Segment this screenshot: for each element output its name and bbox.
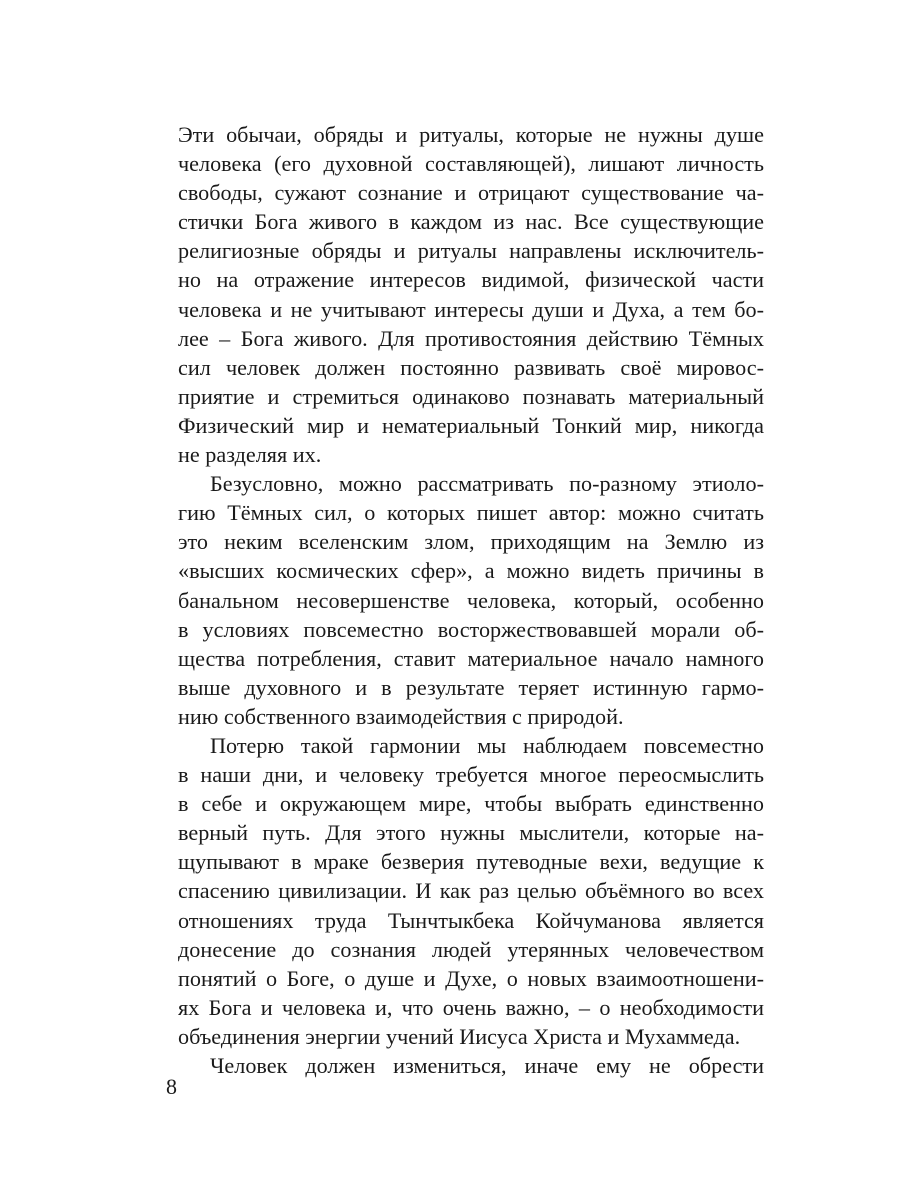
text-line: свободы, сужают сознание и отрицают существование ча- bbox=[178, 180, 764, 206]
text-line: лее – Бога живого. Для противостояния действию Тёмных bbox=[178, 325, 764, 351]
text-line: понятий о Боге, о душе и Духе, о новых взаимоотношени- bbox=[178, 965, 764, 991]
text-line: приятие и стремиться одинаково познавать материальный bbox=[178, 383, 764, 409]
text-line: человека (его духовной составляющей), лишают личность bbox=[178, 151, 764, 177]
text-line: в себе и окружающем мире, чтобы выбрать единственно bbox=[178, 791, 764, 817]
text-line: Эти обычаи, обряды и ритуалы, которые не нужны душе bbox=[178, 122, 764, 147]
page-number: 8 bbox=[166, 1074, 177, 1099]
text-line: Безусловно, можно рассматривать по-разному этиоло- bbox=[210, 471, 764, 497]
text-line: выше духовного и в результате теряет истинную гармо- bbox=[178, 674, 764, 700]
text-line: но на отражение интересов видимой, физической части bbox=[178, 267, 764, 293]
text-line: религиозные обряды и ритуалы направлены исключитель- bbox=[178, 238, 764, 264]
text-line: отношениях труда Тынчтыкбека Койчуманова является bbox=[178, 907, 764, 933]
text-line: донесение до сознания людей утерянных человечеством bbox=[178, 936, 764, 962]
text-line: Человек должен измениться, иначе ему не обрести bbox=[210, 1053, 764, 1078]
text-line: верный путь. Для этого нужны мыслители, которые на- bbox=[178, 820, 764, 846]
paragraph bbox=[178, 120, 764, 469]
text-line: Физический мир и нематериальный Тонкий мир, никогда bbox=[178, 412, 764, 438]
text-line: в условиях повсеместно восторжествовавшей морали об- bbox=[178, 616, 764, 642]
text-line: сил человек должен постоянно развивать своё мировос- bbox=[178, 354, 764, 380]
body-text bbox=[178, 120, 764, 1080]
text-line: стички Бога живого в каждом из нас. Все существующие bbox=[178, 209, 764, 235]
text-line: «высших космических сфер», а можно видеть причины в bbox=[178, 558, 764, 584]
text-line: щества потребления, ставит материальное начало намного bbox=[178, 645, 764, 671]
paragraph bbox=[178, 1051, 764, 1080]
text-line: человека и не учитывают интересы души и Духа, а тем бо- bbox=[178, 296, 764, 322]
text-line: нию собственного взаимодействия с природой. bbox=[178, 703, 624, 729]
text-line: ях Бога и человека и, что очень важно, – о необходимости bbox=[178, 994, 764, 1020]
paragraph bbox=[178, 469, 764, 731]
text-line: объединения энергии учений Иисуса Христа и Мухаммеда. bbox=[178, 1023, 741, 1049]
text-line: банальном несовершенстве человека, который, особенно bbox=[178, 587, 764, 613]
text-line: Потерю такой гармонии мы наблюдаем повсеместно bbox=[210, 732, 764, 758]
text-line: щупывают в мраке безверия путеводные вехи, ведущие к bbox=[178, 849, 764, 875]
text-line: это неким вселенским злом, приходящим на Землю из bbox=[178, 529, 764, 555]
text-line: не разделяя их. bbox=[178, 442, 322, 468]
paragraph bbox=[178, 731, 764, 1051]
text-line: спасению цивилизации. И как раз целью объёмного во всех bbox=[178, 878, 764, 904]
text-line: гию Тёмных сил, о которых пишет автор: можно считать bbox=[178, 500, 764, 526]
text-line: в наши дни, и человеку требуется многое переосмыслить bbox=[178, 762, 764, 788]
